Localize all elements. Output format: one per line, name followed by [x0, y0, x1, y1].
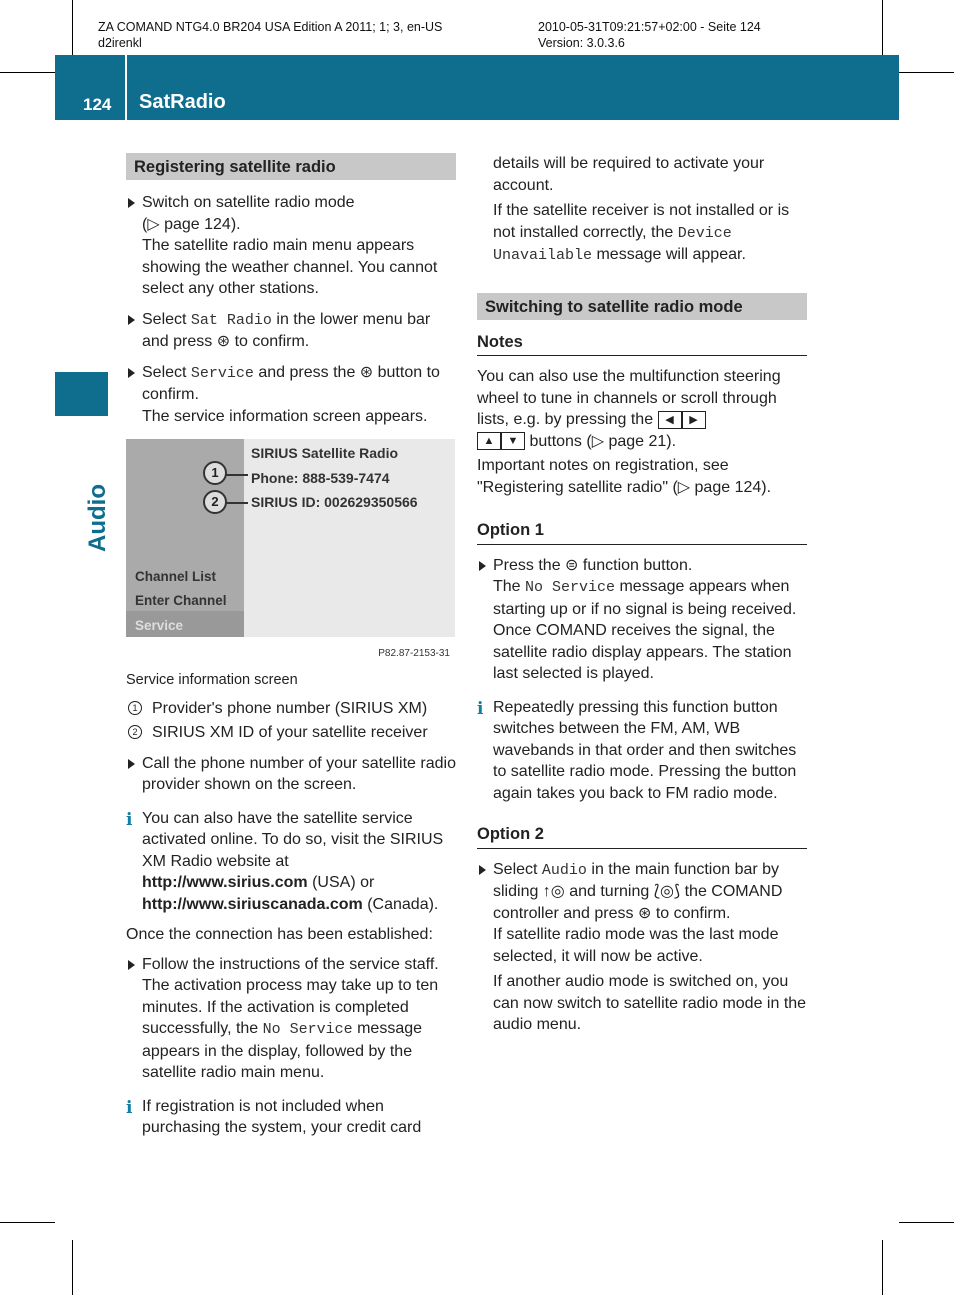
- screen-sirius-id: SIRIUS ID: 002629350566: [251, 494, 418, 510]
- step-result: The satellite radio main menu appears showing the weather channel. You cannot select any other stations.: [142, 237, 438, 297]
- step-item: [126, 954, 456, 1084]
- service-info-screenshot: [126, 439, 455, 662]
- step-text: in the main function bar by sliding ↑◎ and turning ⟅◎⟆ the COMAND controller and press ⊛ to confirm.: [493, 860, 783, 922]
- step-result: The activation process may take up to ten minutes. If the activation is completed successfully, the: [142, 977, 439, 1037]
- crop-mark: [72, 0, 73, 55]
- info-note: [126, 1096, 456, 1139]
- display-text: Service: [190, 364, 254, 382]
- side-tab-label: Audio: [84, 484, 111, 552]
- page-number: 124: [83, 95, 112, 114]
- paragraph: Important notes on registration, see "Registering satellite radio" (▷ page 124).: [477, 457, 772, 496]
- legend-marker: 2: [128, 725, 142, 739]
- legend-text: SIRIUS XM ID of your satellite receiver: [152, 724, 428, 741]
- meta-line: Version: 3.0.3.6: [538, 36, 625, 50]
- crop-mark: [0, 72, 55, 73]
- right-column: [477, 153, 807, 1045]
- step-text: Select: [142, 363, 191, 381]
- step-result: message appears when starting up or if no signal is being received. Once COMAND receives the signal, the satellite radio display appears. The station last selected is played.: [493, 578, 797, 682]
- step-item: [126, 362, 456, 428]
- info-icon: i: [126, 1097, 133, 1118]
- info-text: (USA) or: [307, 874, 375, 891]
- step-text: Select: [142, 310, 191, 328]
- info-icon: i: [477, 698, 484, 719]
- right-arrow-button-icon: ▶: [682, 411, 706, 429]
- crop-mark: [882, 1240, 883, 1295]
- sub-heading: Option 1: [477, 520, 807, 545]
- step-item: [126, 753, 456, 796]
- info-text: If the satellite receiver is not installed or is not installed correctly, the: [493, 202, 790, 241]
- website-link[interactable]: http://www.siriuscanada.com: [142, 895, 363, 913]
- print-meta-right: [538, 19, 761, 51]
- meta-line: ZA COMAND NTG4.0 BR204 USA Edition A 2011; 1; 3, en-US: [98, 20, 443, 34]
- info-text: message will appear.: [592, 246, 746, 263]
- legend-text: Provider's phone number (SIRIUS XM): [152, 699, 428, 717]
- info-text: If registration is not included when purchasing the system, your credit card: [142, 1097, 422, 1136]
- paragraph: [477, 366, 807, 452]
- paragraph-text: You can also use the multifunction steering wheel to tune in channels or scroll through lists, e.g. by pressing the: [477, 368, 781, 428]
- step-item: [477, 555, 807, 685]
- page-reference: (▷ page 124).: [142, 215, 241, 233]
- step-text: function button.: [578, 556, 693, 574]
- screen-menu-item: Service: [135, 618, 184, 633]
- legend-item: [126, 698, 456, 720]
- marker-line: [226, 474, 248, 476]
- display-text: Device Unavailable: [493, 224, 732, 264]
- screen-menu-item: Channel List: [135, 569, 217, 584]
- step-result: If another audio mode is switched on, you can now switch to satellite radio mode in the audio menu.: [493, 973, 807, 1033]
- crop-mark: [72, 1240, 73, 1295]
- paragraph-text: buttons (▷ page 21).: [525, 432, 677, 450]
- side-tab: [55, 372, 108, 416]
- info-text: Repeatedly pressing this function button switches between the FM, AM, WB wavebands in that order and then switches to satellite radio mode. Pressing the button again takes you back to FM radio mode.: [493, 698, 797, 802]
- marker-2: 2: [203, 490, 227, 514]
- info-text: You can also have the satellite service activated online. To do so, visit the SIRIUS XM Radio website at: [142, 809, 444, 870]
- screen-title: SIRIUS Satellite Radio: [251, 445, 399, 461]
- step-text: Switch on satellite radio mode: [142, 194, 355, 211]
- step-item: [126, 192, 456, 300]
- paragraph: [477, 153, 807, 196]
- figure-caption: Service information screen: [126, 672, 298, 688]
- info-note: [126, 808, 456, 916]
- step-result: If satellite radio mode was the last mode selected, it will now be active.: [493, 926, 779, 965]
- section-title: SatRadio: [139, 91, 226, 113]
- crop-mark: [899, 72, 954, 73]
- website-link[interactable]: http://www.sirius.com: [142, 874, 308, 891]
- radio-button-icon: ⊜: [565, 556, 579, 574]
- info-text: (Canada).: [362, 895, 439, 913]
- marker-1: 1: [203, 461, 227, 485]
- banner-divider: [125, 55, 127, 120]
- info-icon: i: [126, 809, 133, 830]
- step-text: Select: [493, 860, 542, 878]
- print-meta-left: [98, 19, 442, 51]
- marker-line: [226, 502, 248, 504]
- meta-line: d2irenkl: [98, 36, 142, 50]
- left-column: [126, 153, 456, 1148]
- legend-marker: 1: [128, 701, 142, 715]
- sub-heading: Option 2: [477, 824, 807, 849]
- crop-mark: [899, 1222, 954, 1223]
- display-text: No Service: [262, 1021, 353, 1038]
- page-banner: [55, 55, 899, 120]
- down-arrow-button-icon: ▼: [501, 432, 525, 450]
- step-result: message appears in the display, followed by the satellite radio main menu.: [142, 1020, 423, 1081]
- display-text: Audio: [541, 861, 587, 879]
- step-text: Follow the instructions of the service staff.: [142, 955, 439, 973]
- legend-item: [126, 722, 456, 744]
- step-text: Press the: [493, 556, 566, 574]
- screen-menu-item: Enter Channel: [135, 593, 227, 608]
- display-text: Sat Radio: [190, 311, 272, 329]
- info-note: [477, 697, 807, 805]
- section-heading: Switching to satellite radio mode: [477, 293, 807, 320]
- step-item: [477, 859, 807, 1036]
- step-item: [126, 309, 456, 353]
- left-arrow-button-icon: ◀: [658, 411, 682, 429]
- info-text: details will be required to activate your account.: [493, 155, 765, 194]
- step-text: in the lower menu bar and press ⊛ to confirm.: [142, 310, 431, 350]
- section-heading: Registering satellite radio: [126, 153, 456, 180]
- crop-mark: [882, 0, 883, 55]
- step-text: and press the ⊛ button to confirm.: [142, 363, 440, 403]
- step-result: The: [493, 578, 526, 595]
- crop-mark: [0, 1222, 55, 1223]
- paragraph: Once the connection has been established:: [126, 926, 433, 943]
- display-text: No Service: [525, 579, 616, 596]
- screen-phone: Phone: 888-539-7474: [251, 470, 390, 486]
- meta-line: 2010-05-31T09:21:57+02:00 - Seite 124: [538, 20, 761, 34]
- figure-code: P82.87-2153-31: [378, 648, 450, 659]
- step-result: The service information screen appears.: [142, 407, 428, 425]
- step-text: Call the phone number of your satellite radio provider shown on the screen.: [142, 754, 456, 793]
- paragraph: [477, 200, 807, 267]
- up-arrow-button-icon: ▲: [477, 432, 501, 450]
- sub-heading: Notes: [477, 332, 807, 357]
